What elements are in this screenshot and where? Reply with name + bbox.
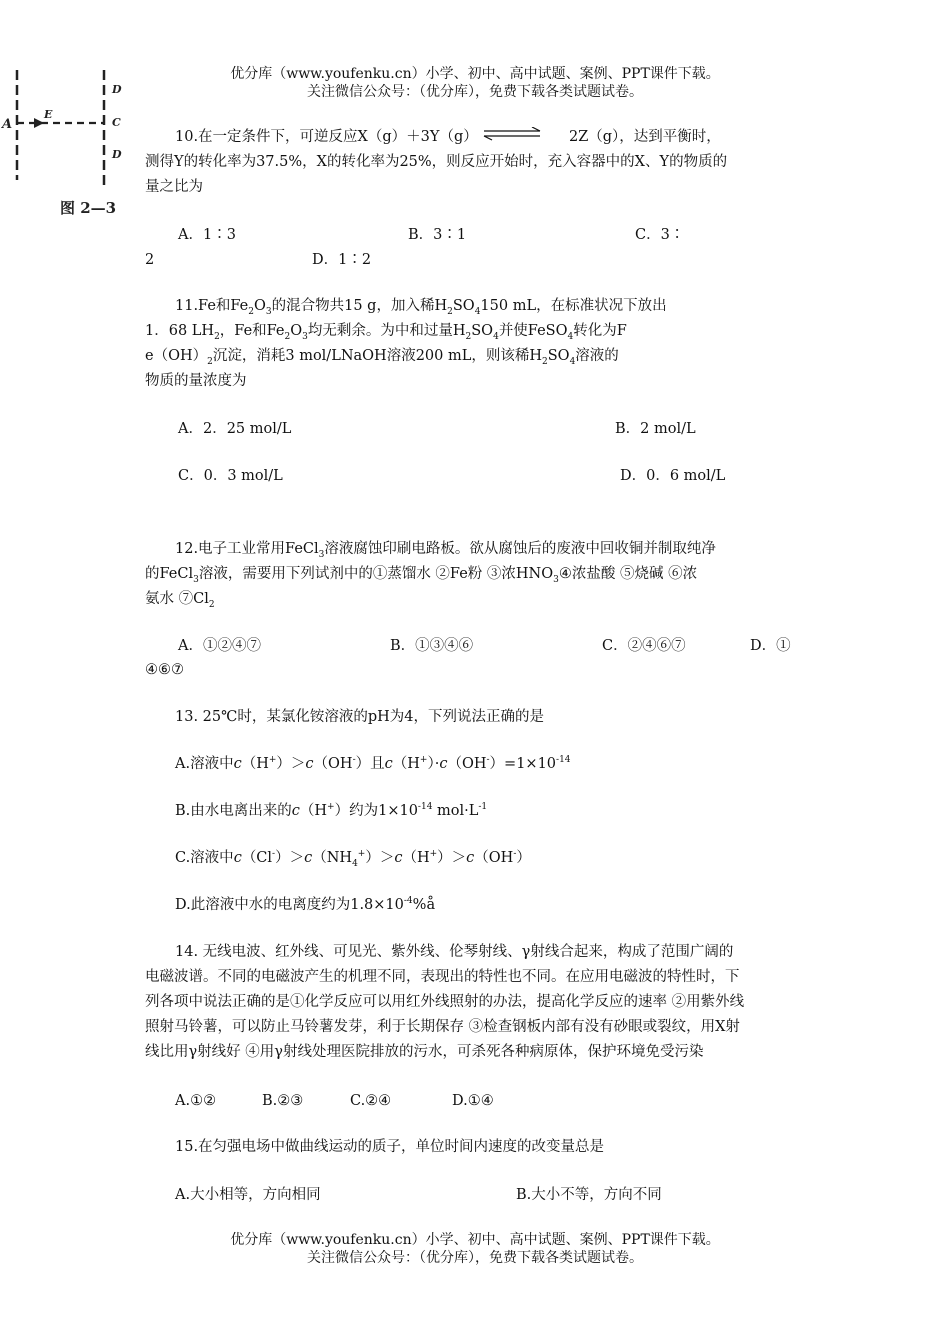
q15-option-a: A.大小相等，方向相同	[175, 1187, 321, 1203]
header-line-2: 关注微信公众号：（优分库），免费下载各类试题试卷。	[307, 84, 643, 100]
figure-label-d: D	[112, 148, 122, 161]
q10-option-b: B．3∶1	[408, 227, 467, 243]
q14-line-5: 线比用γ射线好 ④用γ射线处理医院排放的污水，可杀死各种病原体，保护环境免受污染	[145, 1044, 704, 1060]
q14-option-c: C.②④	[350, 1093, 392, 1109]
figure-2-3	[0, 68, 140, 223]
q13-option-d: D.此溶液中水的电离度约为$1.8\times 10^{-4}\%å$	[175, 896, 436, 913]
figure-label-e: E	[44, 108, 53, 121]
header-line-1: 优分库（www.youfenku.cn）小学、初中、高中试题、案例、PPT课件下载。	[230, 66, 720, 82]
figure-caption: 图 2—3	[60, 199, 117, 217]
q13-stem: 13. 25℃时，某氯化铵溶液的pH为4，下列说法正确的是	[175, 709, 544, 725]
q11-line-2: 1．68 $LH_2$，Fe和$Fe_2O_3$均无剩余。为中和过量$H_2SO_4$并使FeSO$_4$转化为F	[145, 323, 627, 342]
q10-line-2: 测得Y的转化率为37.5%，X的转化率为25%，则反应开始时，充入容器中的X、Y的物质的	[145, 154, 728, 170]
q14-line-2: 电磁波谱。不同的电磁波产生的机理不同，表现出的特性也不同。在应用电磁波的特性时，下	[145, 969, 740, 985]
q14-line-4: 照射马铃薯，可以防止马铃薯发芽，利于长期保存 ③检查钢板内部有没有砂眼或裂纹，用X射	[145, 1019, 740, 1035]
figure-label-c: C	[112, 116, 121, 129]
q12-line-1: 12.电子工业常用FeCl$_3$溶液腐蚀印刷电路板。欲从腐蚀后的废液中回收铜并制取纯净	[175, 541, 716, 560]
q11-line-1: 11.Fe和$Fe_2O_3$的混合物共15 g，加入稀$H_2SO_4150$ mL，在标准状况下放出	[175, 298, 667, 317]
q14-line-1: 14. 无线电波、红外线、可见光、紫外线、伦琴射线、γ射线合起来，构成了范围广阔的	[175, 944, 734, 960]
q11-option-b: B．2 mol/L	[615, 421, 696, 437]
q11-option-c: C．0．3 mol/L	[178, 468, 283, 484]
footer-line-1: 优分库（www.youfenku.cn）小学、初中、高中试题、案例、PPT课件下载。	[230, 1232, 720, 1248]
q14-line-3: 列各项中说法正确的是①化学反应可以用红外线照射的办法，提高化学反应的速率 ②用紫外线	[145, 994, 745, 1010]
q11-line-3: $e(OH)_2$沉淀，消耗3 mol/LNaOH溶液200 mL，则该稀$H_2SO_4$溶液的	[145, 348, 619, 367]
q10-option-d: D．1∶2	[312, 252, 372, 268]
q13-option-a: A.溶液中c（H+）＞c（OH-）且$c(H^+)\cdot c(OH^-)=1\times 10^{-14}$	[175, 755, 571, 772]
q13-option-c: C.溶液中$c(Cl^-)>c(NH_4^+)>c(H^+)>c(OH^-)$	[175, 849, 531, 869]
q15-option-b: B.大小不等，方向不同	[516, 1187, 662, 1203]
q12-option-c: C．②④⑥⑦	[602, 638, 686, 654]
q15-stem: 15.在匀强电场中做曲线运动的质子，单位时间内速度的改变量总是	[175, 1139, 605, 1155]
q12-option-d-cont: ④⑥⑦	[145, 662, 184, 678]
q10-line-3: 量之比为	[145, 179, 203, 195]
q11-option-d: D．0．6 mol/L	[620, 468, 726, 484]
q10-text-b: 2Z（g），达到平衡时，	[568, 129, 721, 145]
q12-option-d: D．①	[750, 638, 791, 654]
q10-option-a: A．1∶3	[178, 227, 236, 243]
q10-option-c: C．3∶	[635, 227, 685, 243]
q14-option-d: D.①④	[452, 1093, 494, 1109]
q11-line-4: 物质的量浓度为	[145, 373, 247, 389]
q11-option-a: A．2．25 mol/L	[178, 421, 292, 437]
q12-line-2: 的FeCl$_3$溶液，需要用下列试剂中的①蒸馏水 ②Fe粉 ③浓$HNO_3④$浓盐酸 ⑤烧碱 ⑥浓	[145, 566, 698, 585]
q10-option-c-cont: 2	[145, 252, 155, 268]
q12-line-3: 氨水 $⑦Cl_2$	[145, 591, 215, 610]
figure-label-b: D	[112, 83, 122, 96]
figure-label-a: A	[2, 117, 13, 132]
q10-line-1	[175, 125, 815, 150]
q14-option-a: A.①②	[175, 1093, 217, 1109]
equilibrium-arrow-icon	[482, 127, 542, 141]
q14-option-b: B.②③	[262, 1093, 304, 1109]
q10-text-a: 10.在一定条件下，可逆反应X（g）＋3Y（g）	[175, 129, 478, 145]
footer-line-2: 关注微信公众号：（优分库），免费下载各类试题试卷。	[307, 1250, 643, 1266]
q12-option-a: A．①②④⑦	[178, 638, 261, 654]
q12-option-b: B．①③④⑥	[390, 638, 474, 654]
q13-option-b: B.由水电离出来的c（H+）约为$1\times 10^{-14}$ $mol\cdot L^{-1}$	[175, 802, 488, 819]
